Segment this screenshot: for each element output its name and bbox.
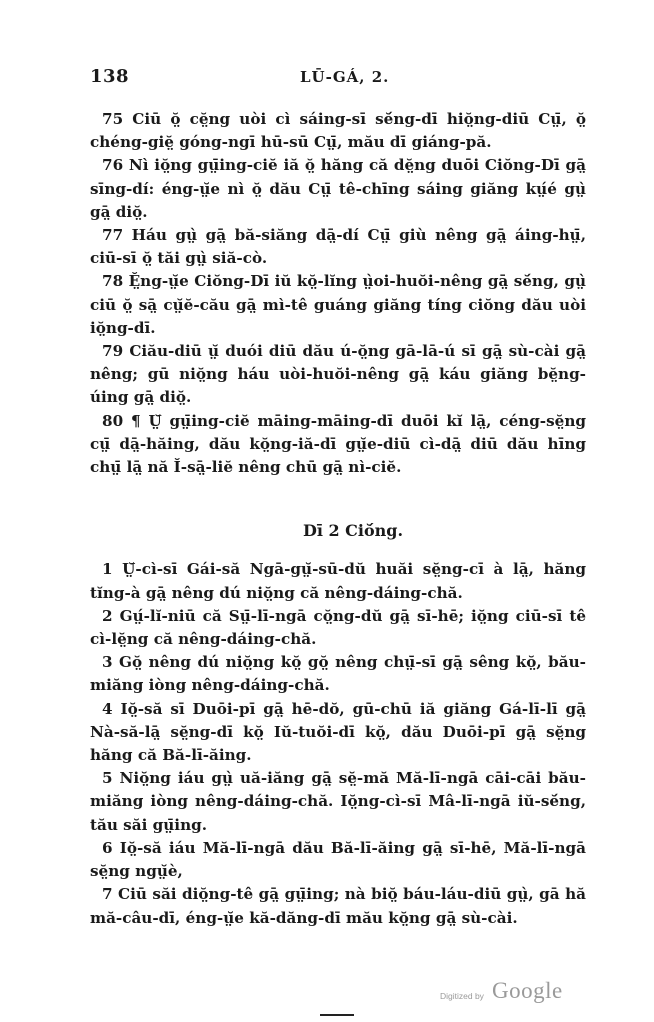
verse-2: 2 Gṳ́-lĭ-niū că Sṳ̄-lī-ngā cŏ̤ng-dŭ gā̤ sī-hē; iŏ̤ng ciū-sī tê cì-lĕ̤ng că nêng-dáing-chă. [90,606,586,649]
verse-78: 78 Ĕ̤ng-ṳ̆e Ciŏng-Dī iŭ kŏ̤-lĭng ṳ̀oi-huŏi-nêng gā̤ sĕ́ng, gṳ̀ ciū ŏ̤ sā̤ cṳ̆ĕ-cău gā̤ mì-tê guáng giăng tíng ciŏng dău uòi iŏ̤ng-dī. [90,272,586,337]
verse-4: 4 Iŏ̤-să sī Duōi-pī gā̤ hē-dŏ, gū-chū iă giăng Gá-lī-lī gā̤ Nà-să-lā̤ sĕ̤ng-dī kŏ̤ Iŭ-tuŏi-dī kŏ̤, dău Duōi-pī gā̤ sĕ̤ng hăng că Bă-lī-ăing. [90,699,586,765]
running-title: LŪ-GÁ, 2. [300,68,390,86]
verse-5: 5 Niŏ̤ng iáu gṳ̀ uă-iăng gā̤ sĕ̤-mă Mă-lī-ngā cāi-cāi bău-miăng iòng nêng-dáing-chă. Iŏ̤ng-cì-sī Mâ-lī-ngā iŭ-sĕ́ng, tău săi gṳ̄ing. [90,769,586,834]
verse-77: 77 Háu gṳ̀ gā̤ bă-siăng dā̤-dí Cṳ̄ giù nêng gā̤ áing-hṳ̄, ciū-sī ŏ̤ tăi gṳ̀ siă-cò. [90,226,586,268]
verse-76: 76 Nì iŏ̤ng gṳ̄ing-ciĕ iă ŏ̤ hăng că dĕ̤ng duōi Ciŏng-Dī gā̤ sīng-dí: éng-ṳ̆e nì ŏ̤ dău Cṳ̄ tê-chīng sáing giăng kṳ́é gṳ̀ gā̤ diŏ̤. [90,156,586,221]
verse-6: 6 Iŏ̤-să iáu Mă-lī-ngā dău Bă-lī-ăing gā̤ sī-hē, Mă-lī-ngā sĕ̤ng ngṳ̆è, [90,838,586,881]
bottom-rule [320,1014,354,1016]
verse-3: 3 Gŏ̤ nêng dú niŏ̤ng kŏ̤ gŏ̤ nêng chṳ̄-sī gā̤ sêng kŏ̤, bău-miăng iòng nêng-dáing-chă. [90,653,586,695]
body-text [90,108,586,930]
verse-79: 79 Ciău-diū ṳ̆ duói diū dău ú-ŏ̤ng gā-lā-ú sī gā̤ sù-cài gā̤ nêng; gū niŏ̤ng háu uòi-huŏi-nêng gā̤ káu giăng bĕ̤ng-úing gā̤ diŏ̤. [90,342,586,407]
verse-80: 80 ¶ Ṳ̆ gṳ̄ing-ciĕ māing-māing-dī duōi kĭ lā̤, céng-sĕ̤ng cṳ̄ dā̤-hăing, dău kŏ̤ng-iă-dī gṳ̆e-diū cì-dā̤ diū dău hīng chṳ̄ lā̤ nă Ĭ-sā̤-liĕ nêng chū gā̤ nì-ciĕ. [90,411,586,477]
digitized-watermark [440,978,590,1008]
page-header [90,66,590,92]
chapter-heading: Dī 2 Ciŏ́ng. [302,521,404,541]
digitized-by-label: Digitized by [440,991,484,1001]
verse-1: 1 Ṳ̆-cì-sī Gái-să Ngā-gṳ̆-sū-dŭ huăi sĕ̤ng-cī à lā̤, hăng tĭng-à gā̤ nêng dú niŏ̤ng că nêng-dáing-chă. [90,560,586,602]
page-number: 138 [90,66,130,87]
google-logo: Google [492,978,563,1003]
verse-75: 75 Ciū ŏ̤ cĕ̤ng uòi cì sáing-sī sĕ́ng-dī hiŏ̤ng-diū Cṳ̄, ŏ̤ chéng-giĕ̤ góng-ngī hū-sū Cṳ̄, mău dī giáng-pă. [90,110,586,152]
verse-7: 7 Ciū săi diŏ̤ng-tê gā̤ gṳ̄ing; nà biŏ̤ báu-láu-diū gṳ̀, gā hă mă-câu-dī, éng-ṳ̆e kă-dăng-dī mău kŏ̤ng gā̤ sù-cài. [90,885,586,927]
